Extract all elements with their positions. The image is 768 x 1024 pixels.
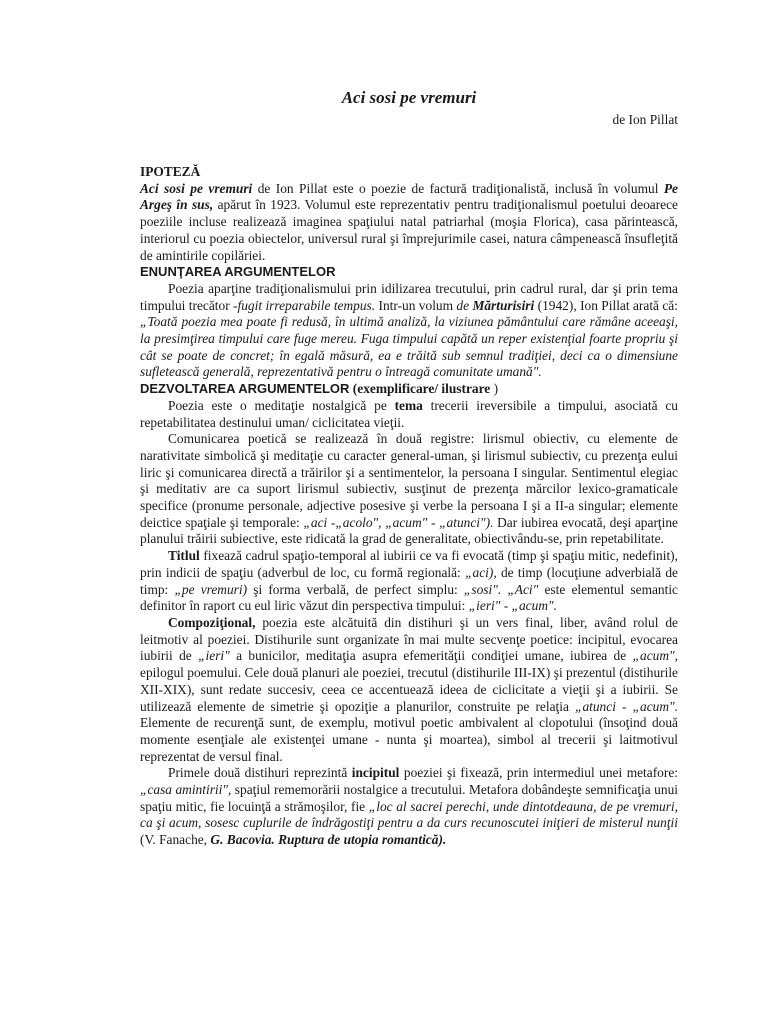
heading-dezvoltarea-close: ) (490, 381, 499, 397)
quote-ieri-acum: „ieri" - „acum". (468, 598, 557, 614)
text-span: Intr-un volum (375, 297, 457, 313)
quote-aci-2: „Aci" (501, 581, 539, 597)
text-span: trecerii ireversibile a timpului, asociată cu repetabilitatea destinului uman/ ciclicitatea vieţii. (140, 397, 678, 430)
incipitul-keyword: incipitul (351, 765, 400, 781)
text-span: şi forma verbală, de perfect simplu: (247, 581, 464, 597)
paragraph-tema (140, 398, 678, 431)
paragraph-comunicarea (140, 431, 678, 548)
text-span: de Ion Pillat este o poezie de factură tradiţionalistă, inclusă în volumul (252, 180, 664, 196)
text-span: spaţiul rememorării nostalgice a trecutului. Metafora dobândeşte semnificaţia unui spaţiu mitic, fie locuinţă a strămoşilor, fie (140, 782, 678, 814)
quote-aci: „aci), (465, 564, 497, 580)
paragraph-compozitional (140, 615, 678, 765)
quote-atunci-acum: „atunci - „acum". (575, 698, 678, 714)
fanache-quote: „loc al sacrei perechi, unde dintotdeauna, de pe vremuri, ca şi acum, sosesc cuplurile de îndrăgostiţi pentru a da curs recunoscutei iniţieri de misterul nunţii (140, 798, 678, 831)
text-span: Comunicarea poetică se realizează în două registre: lirismul obiectiv, cu elemente de narativitate simbolică şi meditaţie cu caracter general-uman, şi lirismul subiectiv, cu prezenţa eului liric şi comunicarea directă a trăirilor şi a sentimentelor, la persoana I singular. Sentimentul elegiac şi meditativ are ca suport lirismul subiectiv, susţinut de prezenţa mărcilor lexico-gramaticale specifice (pronume personale, adjective posesive şi verbe la persoana I şi a II-a singular; elemente deictice spaţiale şi temporale: (140, 431, 678, 530)
heading-dezvoltarea-main: DEZVOLTAREA ARGUMENTELOR (140, 381, 350, 397)
pillat-quote: „Toată poezia mea poate fi redusă, în ultimă analiză, la viziunea pământului care rămâne aceeaşi, la presimţirea timpului care fuge mereu. Fuga timpului capătă un reper existenţial foarte propriu şi cât se poate de concret; în egală măsură, ea e trăită sub semnul tradiţiei, deci ca o dimensiune sufletească generală, reprezentativă pentru o întreagă comunitate umană". (140, 314, 678, 380)
document-title: Aci sosi pe vremuri (341, 88, 477, 107)
text-span: Dar iubirea evocată, deşi aparţine planului trăirii subiective, este ridicată la grad de generalitate, obiectivându-se, prin repetabilitate. (140, 514, 678, 547)
poem-title-ref: Aci sosi pe vremuri (140, 180, 253, 196)
text-span: de timp (locuţiune adverbială de timp: (140, 564, 678, 597)
paragraph-ipoteza (140, 181, 678, 265)
deictic-elements: „aci -„acolo", „acum" - „atunci"). (303, 514, 494, 530)
paragraph-incipit (140, 765, 678, 849)
document-author: de Ion Pillat (612, 112, 678, 127)
quote-pe-vremuri: „pe vremuri) (174, 581, 248, 597)
heading-dezvoltarea (140, 381, 678, 398)
tema-keyword: tema (394, 397, 423, 413)
quote-sosi: „sosi". (463, 581, 502, 597)
text-span: apărut în 1923. Volumul este reprezentativ pentru tradiţionalismul poetului deoarece poeziile incluse realizează imaginea spaţiului natal patriarhal (moşia Florica), casa părintească, interiorul cu poezia obiectelor, universul rural şi împrejurimile casei, natura câmpenească însufleţită de amintirile copilăriei. (140, 197, 679, 263)
paragraph-titlul (140, 548, 678, 615)
text-span: Poezia aparţine tradiţionalismului prin idilizarea trecutului, prin cadrul rural, dar şi prin tema timpului trecător - (140, 280, 678, 313)
text-span: (V. Fanache, (140, 832, 211, 848)
text-span: poezia este alcătuită din distihuri şi un vers final, liber, având rolul de leitmotiv al poeziei. Distihurile sunt organizate în mai multe secvenţe poetice: incipitul, evocarea iubirii de (140, 614, 678, 664)
text-span: epilogul poemului. Cele două planuri ale poeziei, trecutul (distihurile III-IX) şi prezentul (distihurile XII-XIX), sunt redate succesiv, ceea ce accentuează ideea de ciclicitate a vieţii şi a iubirii. Se utilizează elemente de simetrie şi opoziţie a planurilor, construite pe relaţia (140, 665, 678, 714)
text-span: este elementul semantic definitor în raport cu eul liric văzut din perspectiva timpului: (140, 581, 679, 614)
heading-enuntarea: ENUNŢAREA ARGUMENTELOR (140, 264, 336, 280)
text-span: fixează cadrul spaţio-temporal al iubirii ce va fi evocată (timp şi spaţiu mitic, nedefinit), prin indicii de spaţiu (adverbul de loc, cu formă regională: (140, 548, 678, 580)
heading-dezvoltarea-paren: (exemplificare/ ilustrare (349, 381, 491, 397)
paragraph-enuntarea (140, 281, 678, 381)
quote-casa-amintirii: „casa amintirii", (140, 782, 232, 798)
text-span: a bunicilor, meditaţia asupra efemerităţii condiţiei umane, iubirea de (229, 648, 633, 664)
text-span: Elemente de recurenţă sunt, de exemplu, motivul poetic ambivalent al clopotului (însoţind două momente esenţiale ale existenţei umane - nunta şi moartea), simbol al trecerii şi laitmotivul reprezentat de versul final. (140, 715, 678, 764)
text-span: Primele două distihuri reprezintă (168, 765, 352, 781)
fanache-reference: G. Bacovia. Ruptura de utopia romantică). (210, 832, 447, 848)
compozitional-keyword: Compoziţional, (168, 614, 256, 630)
document-page (140, 88, 678, 849)
heading-ipoteza: IPOTEZĂ (140, 164, 201, 179)
text-span: Poezia este o meditaţie nostalgică pe (168, 397, 395, 413)
latin-phrase: fugit irreparabile tempus. (237, 297, 376, 313)
text-span: (1942), Ion Pillat arată că: (534, 297, 678, 313)
text-span: de (456, 297, 473, 313)
volume-title-ref: Pe Argeş în sus, (140, 180, 678, 213)
quote-acum: „acum", (632, 648, 678, 664)
quote-ieri: „ieri" (198, 648, 230, 664)
text-span: poeziei şi fixează, prin intermediul unei metafore: (399, 765, 678, 781)
titlul-keyword: Titlul (168, 548, 200, 564)
volume-marturisiri: Mărturisiri (472, 297, 535, 313)
